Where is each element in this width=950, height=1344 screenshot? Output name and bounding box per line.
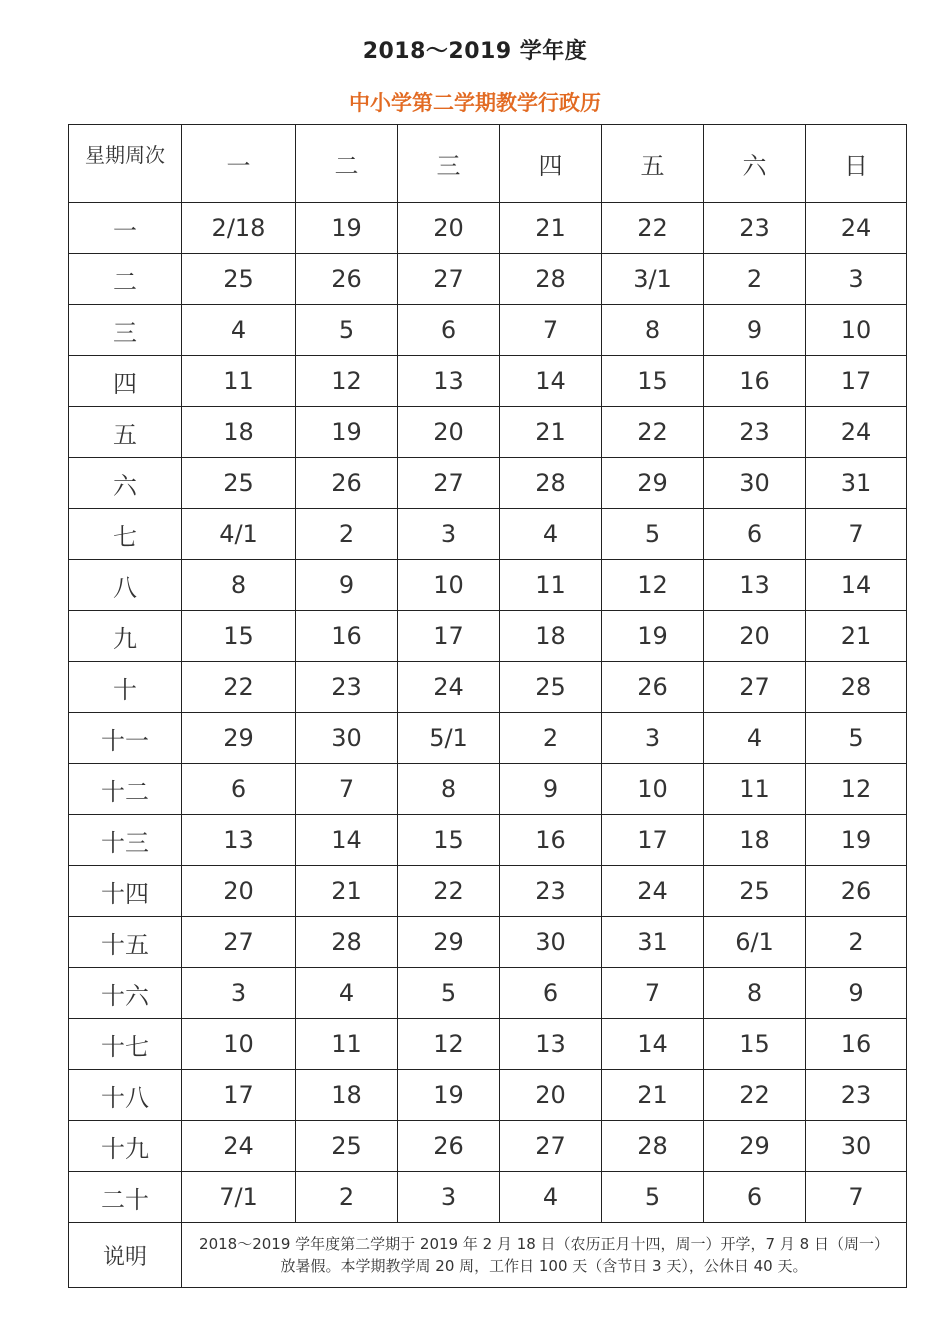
date-cell: 15 bbox=[602, 356, 704, 407]
date-cell: 17 bbox=[398, 611, 500, 662]
date-cell: 12 bbox=[602, 560, 704, 611]
date-cell: 2 bbox=[296, 509, 398, 560]
date-cell: 28 bbox=[602, 1121, 704, 1172]
date-cell: 11 bbox=[500, 560, 602, 611]
date-cell: 7 bbox=[602, 968, 704, 1019]
date-cell: 11 bbox=[182, 356, 296, 407]
calendar-table bbox=[68, 124, 907, 1288]
date-cell: 2 bbox=[704, 254, 806, 305]
date-cell: 11 bbox=[704, 764, 806, 815]
date-cell: 5 bbox=[398, 968, 500, 1019]
date-cell: 23 bbox=[296, 662, 398, 713]
date-cell: 27 bbox=[182, 917, 296, 968]
week-label: 十四 bbox=[69, 866, 182, 917]
date-cell: 7 bbox=[296, 764, 398, 815]
date-cell: 2/18 bbox=[182, 203, 296, 254]
date-cell: 9 bbox=[500, 764, 602, 815]
page-title: 2018～2019 学年度 bbox=[362, 39, 588, 64]
date-cell: 23 bbox=[806, 1070, 907, 1121]
day-header: 二 bbox=[296, 125, 398, 203]
date-cell: 27 bbox=[500, 1121, 602, 1172]
date-cell: 29 bbox=[704, 1121, 806, 1172]
date-cell: 30 bbox=[296, 713, 398, 764]
date-cell: 5 bbox=[602, 1172, 704, 1223]
header-row bbox=[69, 125, 907, 203]
date-cell: 29 bbox=[398, 917, 500, 968]
date-cell: 2 bbox=[500, 713, 602, 764]
date-cell: 22 bbox=[182, 662, 296, 713]
week-row bbox=[69, 509, 907, 560]
week-label: 十二 bbox=[69, 764, 182, 815]
date-cell: 28 bbox=[806, 662, 907, 713]
week-row bbox=[69, 866, 907, 917]
date-cell: 22 bbox=[602, 203, 704, 254]
week-label: 二十 bbox=[69, 1172, 182, 1223]
date-cell: 9 bbox=[296, 560, 398, 611]
date-cell: 14 bbox=[602, 1019, 704, 1070]
date-cell: 10 bbox=[398, 560, 500, 611]
date-cell: 18 bbox=[500, 611, 602, 662]
date-cell: 22 bbox=[704, 1070, 806, 1121]
day-header: 日 bbox=[806, 125, 907, 203]
date-cell: 21 bbox=[500, 203, 602, 254]
date-cell: 24 bbox=[602, 866, 704, 917]
week-row bbox=[69, 1019, 907, 1070]
date-cell: 20 bbox=[704, 611, 806, 662]
date-cell: 13 bbox=[500, 1019, 602, 1070]
date-cell: 19 bbox=[398, 1070, 500, 1121]
date-cell: 2 bbox=[296, 1172, 398, 1223]
date-cell: 6/1 bbox=[704, 917, 806, 968]
date-cell: 17 bbox=[182, 1070, 296, 1121]
date-cell: 21 bbox=[806, 611, 907, 662]
date-cell: 23 bbox=[500, 866, 602, 917]
date-cell: 8 bbox=[704, 968, 806, 1019]
date-cell: 16 bbox=[296, 611, 398, 662]
week-label: 十六 bbox=[69, 968, 182, 1019]
week-label: 四 bbox=[69, 356, 182, 407]
week-row bbox=[69, 458, 907, 509]
date-cell: 20 bbox=[398, 203, 500, 254]
date-cell: 6 bbox=[704, 1172, 806, 1223]
date-cell: 14 bbox=[500, 356, 602, 407]
date-cell: 17 bbox=[806, 356, 907, 407]
week-label: 十七 bbox=[69, 1019, 182, 1070]
date-cell: 15 bbox=[398, 815, 500, 866]
date-cell: 4 bbox=[182, 305, 296, 356]
date-cell: 24 bbox=[806, 203, 907, 254]
date-cell: 19 bbox=[296, 407, 398, 458]
date-cell: 18 bbox=[704, 815, 806, 866]
date-cell: 4 bbox=[296, 968, 398, 1019]
day-header: 五 bbox=[602, 125, 704, 203]
week-label: 十 bbox=[69, 662, 182, 713]
date-cell: 10 bbox=[806, 305, 907, 356]
date-cell: 18 bbox=[296, 1070, 398, 1121]
date-cell: 4 bbox=[704, 713, 806, 764]
week-label: 五 bbox=[69, 407, 182, 458]
week-row bbox=[69, 356, 907, 407]
week-label: 十一 bbox=[69, 713, 182, 764]
week-row bbox=[69, 815, 907, 866]
date-cell: 12 bbox=[806, 764, 907, 815]
day-header: 三 bbox=[398, 125, 500, 203]
date-cell: 13 bbox=[704, 560, 806, 611]
date-cell: 6 bbox=[500, 968, 602, 1019]
date-cell: 4/1 bbox=[182, 509, 296, 560]
date-cell: 7 bbox=[806, 1172, 907, 1223]
date-cell: 20 bbox=[182, 866, 296, 917]
date-cell: 30 bbox=[500, 917, 602, 968]
date-cell: 28 bbox=[500, 254, 602, 305]
date-cell: 10 bbox=[182, 1019, 296, 1070]
week-row bbox=[69, 560, 907, 611]
date-cell: 20 bbox=[500, 1070, 602, 1121]
date-cell: 21 bbox=[602, 1070, 704, 1121]
date-cell: 13 bbox=[398, 356, 500, 407]
week-label: 二 bbox=[69, 254, 182, 305]
week-label: 十三 bbox=[69, 815, 182, 866]
date-cell: 24 bbox=[398, 662, 500, 713]
date-cell: 17 bbox=[602, 815, 704, 866]
week-label: 六 bbox=[69, 458, 182, 509]
date-cell: 16 bbox=[806, 1019, 907, 1070]
date-cell: 27 bbox=[704, 662, 806, 713]
date-cell: 25 bbox=[500, 662, 602, 713]
date-cell: 8 bbox=[602, 305, 704, 356]
week-row bbox=[69, 305, 907, 356]
date-cell: 9 bbox=[806, 968, 907, 1019]
date-cell: 19 bbox=[296, 203, 398, 254]
date-cell: 26 bbox=[296, 458, 398, 509]
date-cell: 16 bbox=[500, 815, 602, 866]
date-cell: 8 bbox=[398, 764, 500, 815]
date-cell: 4 bbox=[500, 1172, 602, 1223]
date-cell: 15 bbox=[704, 1019, 806, 1070]
note-row bbox=[69, 1223, 907, 1288]
date-cell: 23 bbox=[704, 203, 806, 254]
week-label: 十八 bbox=[69, 1070, 182, 1121]
week-row bbox=[69, 662, 907, 713]
date-cell: 8 bbox=[182, 560, 296, 611]
date-cell: 5 bbox=[296, 305, 398, 356]
date-cell: 16 bbox=[704, 356, 806, 407]
date-cell: 5/1 bbox=[398, 713, 500, 764]
date-cell: 21 bbox=[296, 866, 398, 917]
date-cell: 25 bbox=[296, 1121, 398, 1172]
date-cell: 18 bbox=[182, 407, 296, 458]
day-header: 四 bbox=[500, 125, 602, 203]
date-cell: 28 bbox=[296, 917, 398, 968]
date-cell: 7/1 bbox=[182, 1172, 296, 1223]
week-row bbox=[69, 1121, 907, 1172]
week-label: 七 bbox=[69, 509, 182, 560]
corner-label: 星期周次 bbox=[69, 125, 182, 203]
date-cell: 24 bbox=[806, 407, 907, 458]
note-text: 2018～2019 学年度第二学期于 2019 年 2 月 18 日（农历正月十四，周一）开学，7 月 8 日（周一）放暑假。本学期教学周 20 周，工作日 100 天（含节日 3 天），公休日 40 天。 bbox=[182, 1223, 907, 1288]
date-cell: 14 bbox=[806, 560, 907, 611]
date-cell: 2 bbox=[806, 917, 907, 968]
date-cell: 24 bbox=[182, 1121, 296, 1172]
date-cell: 29 bbox=[602, 458, 704, 509]
date-cell: 6 bbox=[704, 509, 806, 560]
date-cell: 15 bbox=[182, 611, 296, 662]
date-cell: 12 bbox=[296, 356, 398, 407]
date-cell: 27 bbox=[398, 458, 500, 509]
date-cell: 12 bbox=[398, 1019, 500, 1070]
date-cell: 19 bbox=[806, 815, 907, 866]
week-row bbox=[69, 1172, 907, 1223]
date-cell: 3 bbox=[398, 509, 500, 560]
week-label: 九 bbox=[69, 611, 182, 662]
date-cell: 3 bbox=[806, 254, 907, 305]
day-header: 一 bbox=[182, 125, 296, 203]
date-cell: 3/1 bbox=[602, 254, 704, 305]
date-cell: 22 bbox=[398, 866, 500, 917]
date-cell: 20 bbox=[398, 407, 500, 458]
week-row bbox=[69, 254, 907, 305]
date-cell: 10 bbox=[602, 764, 704, 815]
week-label: 十九 bbox=[69, 1121, 182, 1172]
week-label: 三 bbox=[69, 305, 182, 356]
date-cell: 22 bbox=[602, 407, 704, 458]
date-cell: 6 bbox=[182, 764, 296, 815]
week-row bbox=[69, 917, 907, 968]
date-cell: 13 bbox=[182, 815, 296, 866]
week-row bbox=[69, 713, 907, 764]
date-cell: 25 bbox=[182, 458, 296, 509]
date-cell: 6 bbox=[398, 305, 500, 356]
date-cell: 25 bbox=[182, 254, 296, 305]
date-cell: 30 bbox=[806, 1121, 907, 1172]
date-cell: 23 bbox=[704, 407, 806, 458]
date-cell: 9 bbox=[704, 305, 806, 356]
date-cell: 31 bbox=[602, 917, 704, 968]
date-cell: 28 bbox=[500, 458, 602, 509]
date-cell: 27 bbox=[398, 254, 500, 305]
page-subtitle: 中小学第二学期教学行政历 bbox=[349, 91, 601, 115]
date-cell: 11 bbox=[296, 1019, 398, 1070]
note-label: 说明 bbox=[69, 1223, 182, 1288]
date-cell: 3 bbox=[182, 968, 296, 1019]
week-label: 八 bbox=[69, 560, 182, 611]
date-cell: 3 bbox=[398, 1172, 500, 1223]
week-row bbox=[69, 1070, 907, 1121]
date-cell: 7 bbox=[806, 509, 907, 560]
date-cell: 30 bbox=[704, 458, 806, 509]
date-cell: 31 bbox=[806, 458, 907, 509]
date-cell: 19 bbox=[602, 611, 704, 662]
date-cell: 3 bbox=[602, 713, 704, 764]
date-cell: 26 bbox=[296, 254, 398, 305]
week-row bbox=[69, 764, 907, 815]
week-label: 一 bbox=[69, 203, 182, 254]
date-cell: 7 bbox=[500, 305, 602, 356]
date-cell: 21 bbox=[500, 407, 602, 458]
week-row bbox=[69, 611, 907, 662]
date-cell: 26 bbox=[398, 1121, 500, 1172]
date-cell: 26 bbox=[806, 866, 907, 917]
week-label: 十五 bbox=[69, 917, 182, 968]
date-cell: 26 bbox=[602, 662, 704, 713]
week-row bbox=[69, 203, 907, 254]
week-row bbox=[69, 407, 907, 458]
week-row bbox=[69, 968, 907, 1019]
date-cell: 5 bbox=[602, 509, 704, 560]
day-header: 六 bbox=[704, 125, 806, 203]
date-cell: 5 bbox=[806, 713, 907, 764]
date-cell: 14 bbox=[296, 815, 398, 866]
date-cell: 4 bbox=[500, 509, 602, 560]
date-cell: 29 bbox=[182, 713, 296, 764]
date-cell: 25 bbox=[704, 866, 806, 917]
